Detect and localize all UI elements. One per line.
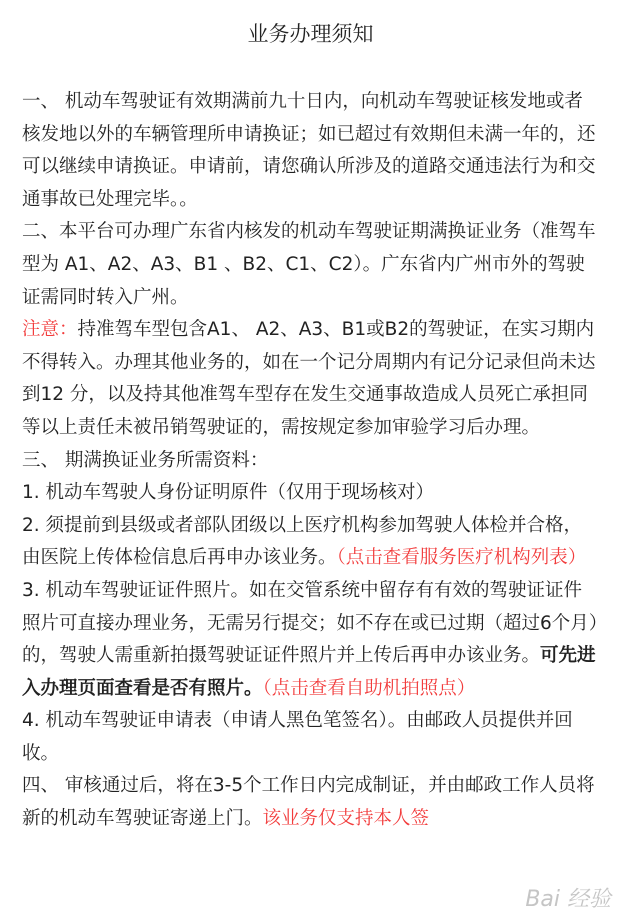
requirement-item-4: 4. 机动车驾驶证申请表（申请人黑色笔签名）。由邮政人员提供并回收。 (22, 710, 573, 764)
section-3-heading: 三、 期满换证业务所需资料： (22, 449, 269, 471)
notice-paragraph (22, 314, 600, 444)
item-3-bold-note: 可先进入办理页面查看是否有照片。 (22, 645, 596, 699)
watermark-logo: Bai 经验 (525, 887, 611, 912)
section-4 (22, 770, 600, 835)
section-4-red-note: 该业务仅支持本人签 (262, 808, 430, 830)
requirement-item-3 (22, 575, 600, 705)
photo-kiosk-link[interactable]: （点击查看自助机拍照点） (262, 677, 476, 699)
item-3-text: 3. 机动车驾驶证证件照片。如在交管系统中留存有有效的驾驶证证件照片可直接办理业务，无需另行提交；如不存在或已过期（超过6个月）的，驾驶人需重新拍摄驾驶证证件照片并上传后再申办该业务。 (22, 579, 599, 667)
section-1: 一、 机动车驾驶证有效期满前九十日内，向机动车驾驶证核发地或者核发地以外的车辆管理所申请换证；如已超过有效期但未满一年的，还可以继续申请换证。申请前，请您确认所涉及的道路交通违法行为和交通事故已处理完毕。。 (22, 91, 596, 210)
requirement-item-2 (22, 510, 600, 575)
medical-institutions-link[interactable]: （点击查看服务医疗机构列表） (336, 547, 587, 569)
section-2: 二、本平台可办理广东省内核发的机动车驾驶证期满换证业务（准驾车型为 A1、A2、A3、B1 、B2、C1、C2）。广东省内广州市外的驾驶证需同时转入广州。 (22, 221, 596, 308)
notice-text: 持准驾车型包含A1、 A2、A3、B1或B2的驾驶证，在实习期内不得转入。办理其他业务的，如在一个记分周期内有记分记录但尚未达到12 分，以及持其他准驾车型存在发生交通事故造成人员死亡承担同等以上责任未被吊销驾驶证的，需按规定参加审验学习后办理。 (22, 319, 596, 438)
requirement-item-1: 1. 机动车驾驶人身份证明原件（仅用于现场核对） (22, 482, 435, 504)
section-4-text: 四、 审核通过后，将在3-5个工作日内完成制证，并由邮政工作人员将新的机动车驾驶证寄递上门。 (22, 775, 595, 830)
page-title: 业务办理须知 (247, 22, 374, 46)
notice-content (22, 86, 600, 836)
notice-label: 注意： (22, 319, 78, 341)
item-2-text: 2. 须提前到县级或者部队团级以上医疗机构参加驾驶人体检并合格，由医院上传体检信息后再申办该业务。 (22, 514, 583, 569)
